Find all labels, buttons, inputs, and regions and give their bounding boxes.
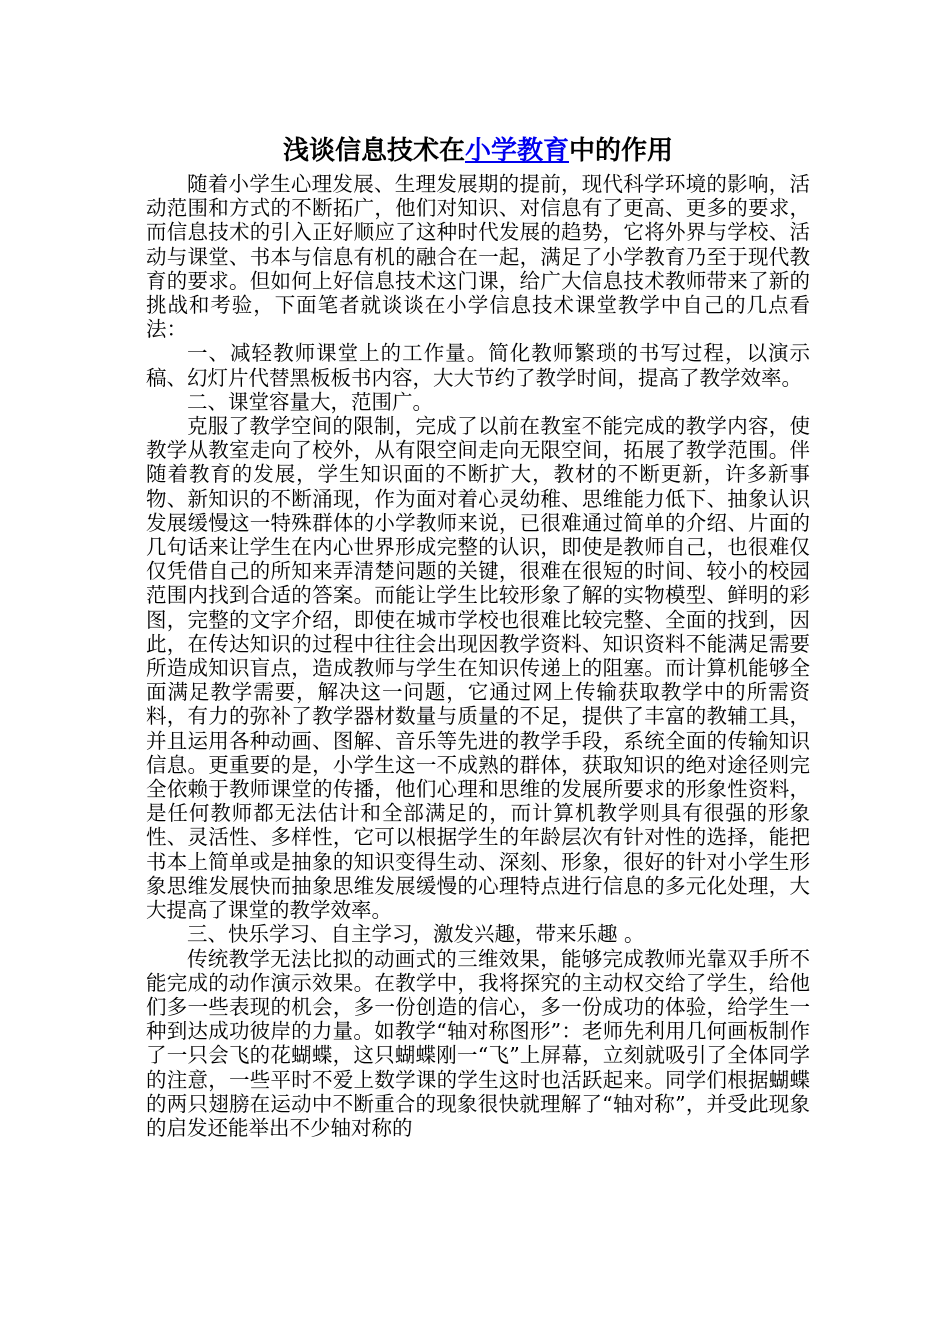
paragraph-point-two-heading: 二、课堂容量大，范围广。: [187, 389, 433, 414]
paragraph-point-two-body: 克服了教学空间的限制，完成了以前在教室不能完成的教学内容，使教学从教室走向了校外，从有限空间走向无限空间，拓展了教学范围。伴随着教育的发展，学生知识面的不断扩大，教材的不断更新，许多新事物、新知识的不断涌现，作为面对着心灵幼稚、思维能力低下、抽象认识发展缓慢这一特殊群体的小学教师来说，已很难通过简单的介绍、片面的几句话来让学生在内心世界形成完整的认识，即使是教师自己，也很难仅仅凭借自己的所知来弄清楚问题的关键，很难在很短的时间、较小的校园范围内找到合适的答案。而能让学生比较形象了解的实物模型、鲜明的彩图，完整的文字介绍，即使在城市学校也很难比较完整、全面的找到，因此，在传达知识的过程中往往会出现因教学资料、知识资料不能满足需要所造成知识盲点，造成教师与学生在知识传递上的阻塞。而计算机能够全面满足教学需要，解决这一问题，它通过网上传输获取教学中的所需资料，有力的弥补了教学器材数量与质量的不足，提供了丰富的教辅工具，并且运用各种动画、图解、音乐等先进的教学手段，系统全面的传输知识信息。更重要的是，小学生这一不成熟的群体，获取知识的绝对途径则完全依赖于教师课堂的传播，他们心理和思维的发展所要求的形象性资料，是任何教师都无法估计和全部满足的，而计算机教学则具有很强的形象性、灵活性、多样性，它可以根据学生的年龄层次有针对性的选择，能把书本上简单或是抽象的知识变得生动、深刻、形象，很好的针对小学生形象思维发展快而抽象思维发展缓慢的心理特点进行信息的多元化处理，大大提高了课堂的教学效率。: [146, 414, 810, 923]
paragraph-intro: 随着小学生心理发展、生理发展期的提前，现代科学环境的影响，活动范围和方式的不断拓广，他们对知识、对信息有了更高、更多的要求，而信息技术的引入正好顺应了这种时代发展的趋势，它将外界与学校、活动与课堂、书本与信息有机的融合在一起，满足了小学教育乃至于现代教育的要求。但如何上好信息技术这门课，给广大信息技术教师带来了新的挑战和考验，下面笔者就谈谈在小学信息技术课堂教学中自己的几点看法：: [146, 172, 810, 342]
document-page: [146, 134, 810, 1140]
title-suffix: 中的作用: [569, 136, 674, 166]
title-prefix: 浅谈信息技术在: [282, 136, 465, 166]
paragraph-point-three-heading: 三、快乐学习、自主学习，激发兴趣，带来乐趣 。: [187, 922, 645, 947]
title-link-primary-education[interactable]: 小学教育: [464, 136, 569, 166]
document-title: [146, 134, 810, 168]
paragraph-point-one: 一、减轻教师课堂上的工作量。简化教师繁琐的书写过程，以演示稿、幻灯片代替黑板板书内容，大大节约了教学时间，提高了教学效率。: [146, 341, 810, 390]
paragraph-point-three-body: 传统教学无法比拟的动画式的三维效果，能够完成教师光靠双手所不能完成的动作演示效果。在教学中，我将探究的主动权交给了学生，给他们多一些表现的机会，多一份创造的信心，多一份成功的体验，给学生一种到达成功彼岸的力量。如教学“轴对称图形”：老师先利用几何画板制作了一只会飞的花蝴蝶，这只蝴蝶刚一“飞”上屏幕，立刻就吸引了全体同学的注意，一些平时不爱上数学课的学生这时也活跃起来。同学们根据蝴蝶的两只翅膀在运动中不断重合的现象很快就理解了“轴对称”，并受此现象的启发还能举出不少轴对称的: [146, 946, 810, 1140]
